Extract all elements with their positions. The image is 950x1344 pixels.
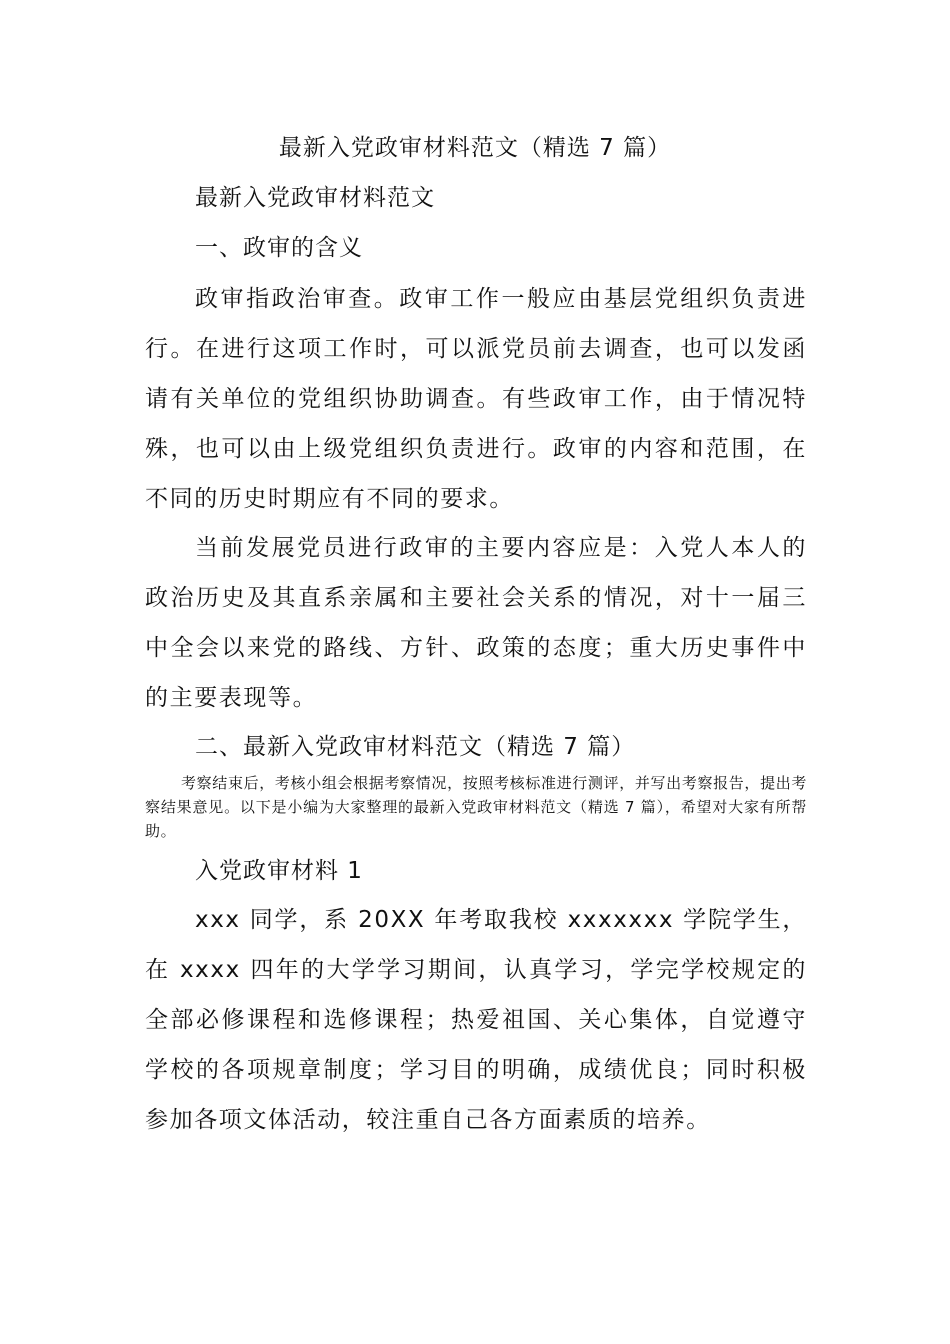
document-title: 最新入党政审材料范文（精选 7 篇） [278,135,672,161]
intro-paragraph: 考察结束后，考核小组会根据考察情况，按照考核标准进行测评，并写出考察报告，提出考察结果意见。以下是小编为大家整理的最新入党政审材料范文（精选 7 篇），希望对大家有所帮助。 [145,774,807,840]
section-1-paragraph-2: 当前发展党员进行政审的主要内容应是：入党人本人的政治历史及其直系亲属和主要社会关系的情况，对十一届三中全会以来党的路线、方针、政策的态度；重大历史事件中的主要表现等。 [145,535,807,711]
section-2-heading: 二、最新入党政审材料范文（精选 7 篇） [195,734,636,760]
section-1-heading: 一、政审的含义 [195,235,363,261]
document-subtitle: 最新入党政审材料范文 [195,185,435,211]
material-1-paragraph: xxx 同学，系 20XX 年考取我校 xxxxxxx 学院学生，在 xxxx 四年的大学学习期间，认真学习，学完学校规定的全部必修课程和选修课程；热爱祖国、关心集体，自觉遵守学校的各项规章制度；学习目的明确，成绩优良；同时积极参加各项文体活动，较注重自己各方面素质的培养。 [145,907,807,1133]
material-1-heading: 入党政审材料 1 [195,858,363,884]
section-1-paragraph-1: 政审指政治审查。政审工作一般应由基层党组织负责进行。在进行这项工作时，可以派党员前去调查，也可以发函请有关单位的党组织协助调查。有些政审工作，由于情况特殊，也可以由上级党组织负责进行。政审的内容和范围，在不同的历史时期应有不同的要求。 [145,286,807,512]
